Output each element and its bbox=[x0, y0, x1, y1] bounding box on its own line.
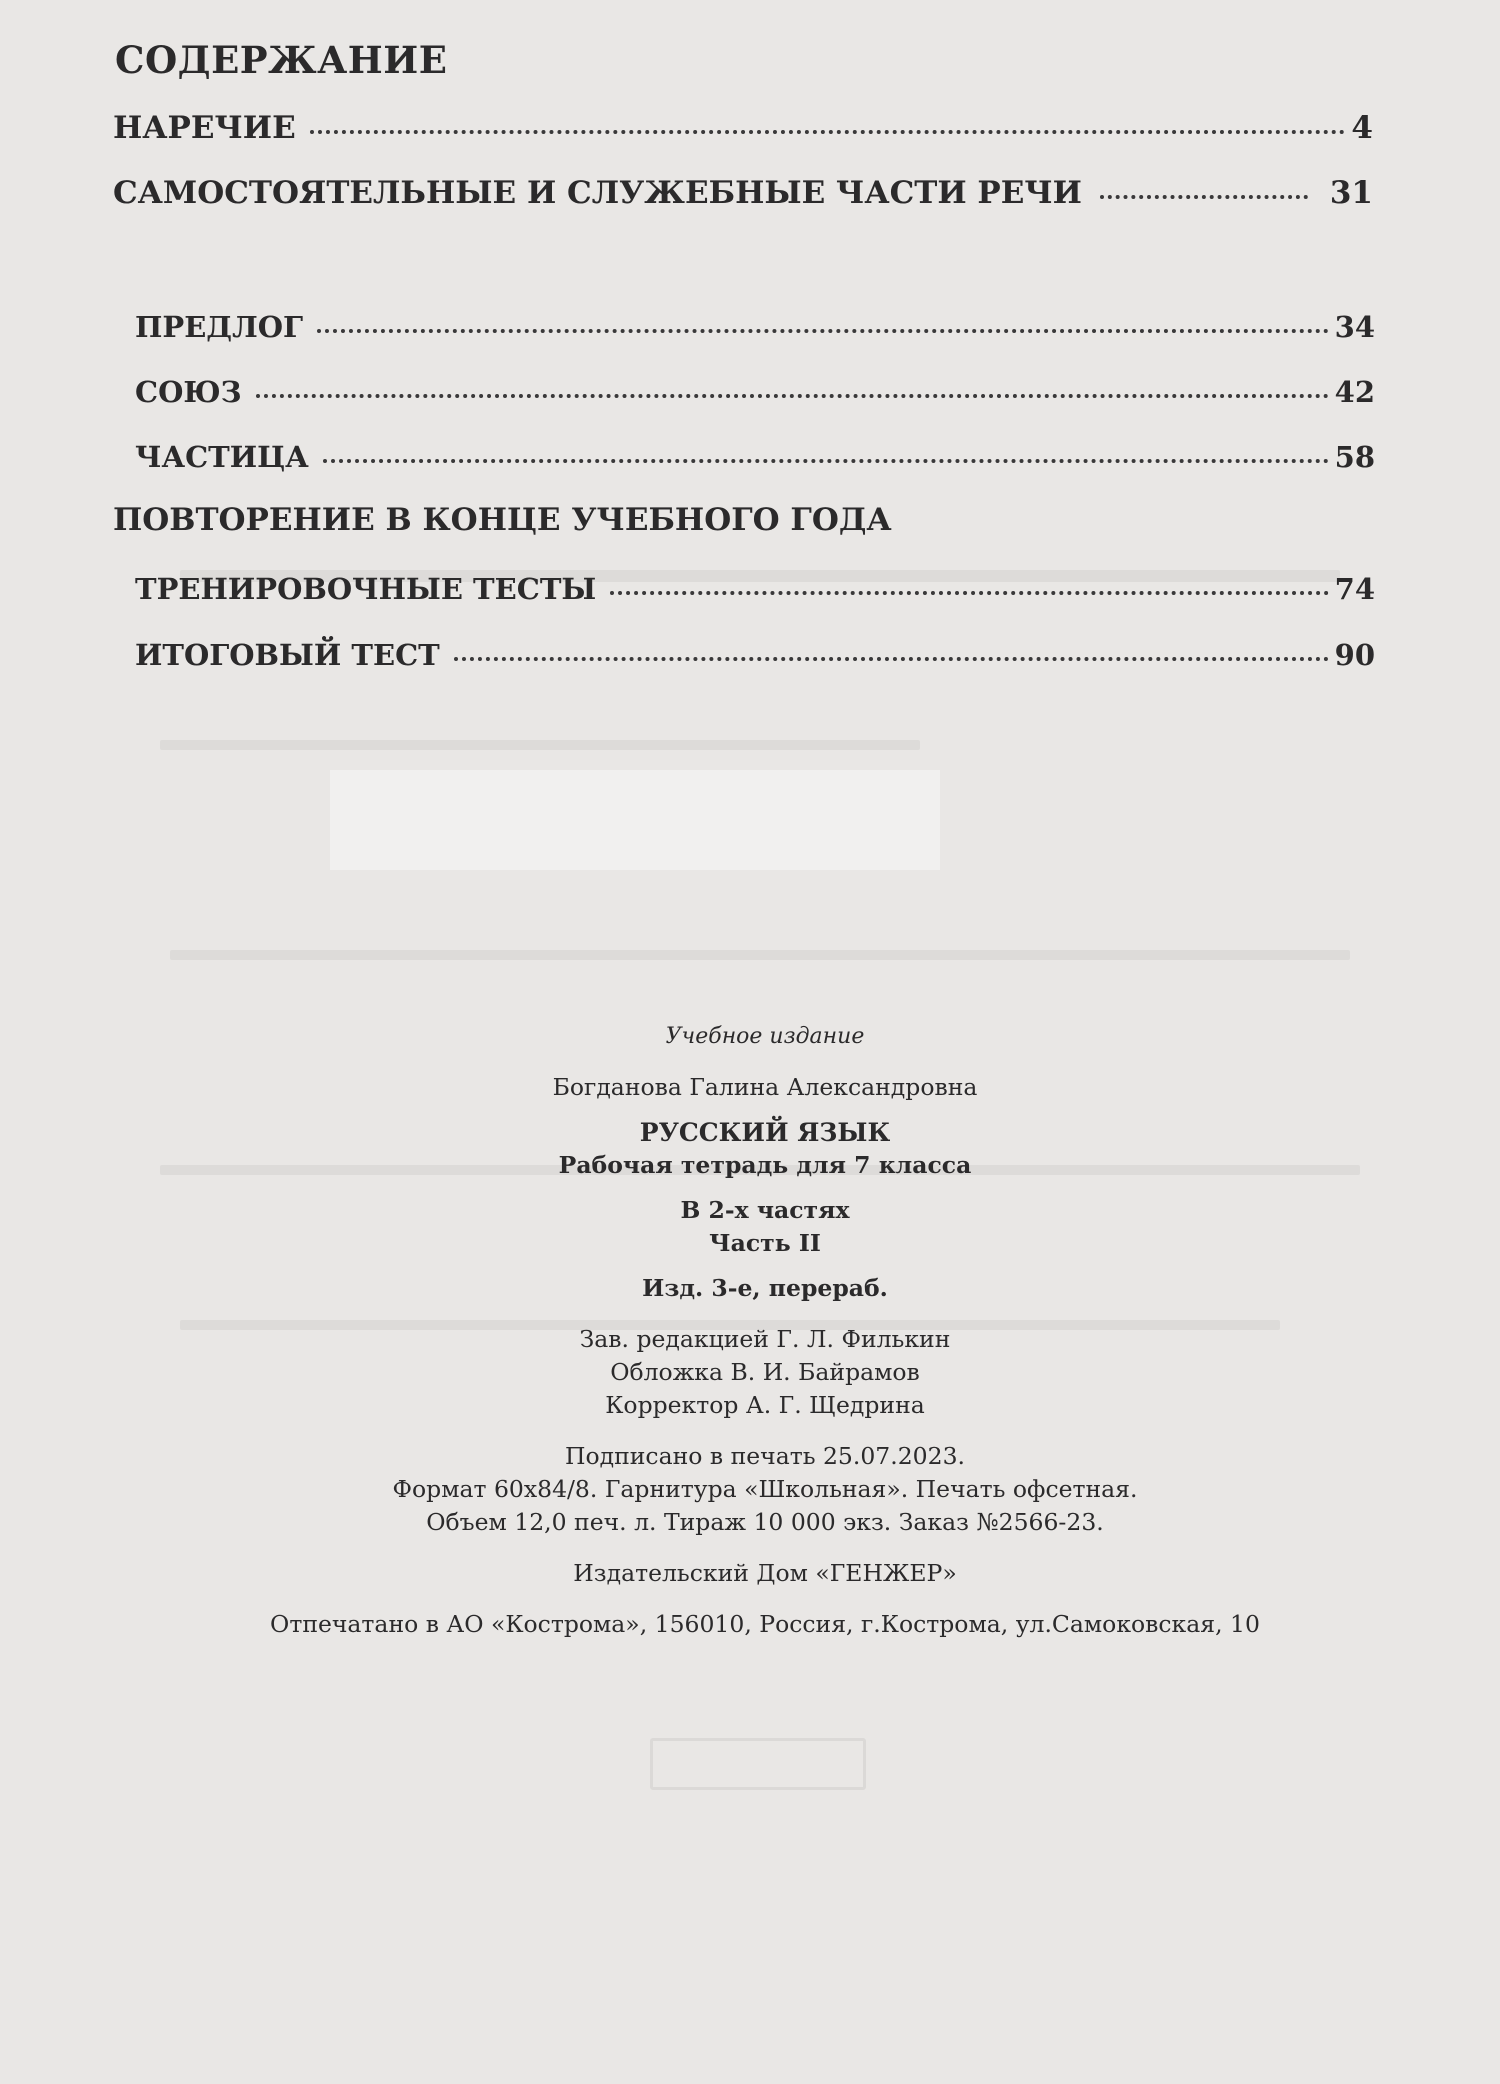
cover-credit: Обложка В. И. Байрамов bbox=[610, 1358, 920, 1386]
show-through-line bbox=[160, 740, 920, 750]
publisher: Издательский Дом «ГЕНЖЕР» bbox=[573, 1559, 957, 1587]
toc-entry bbox=[113, 175, 1373, 211]
toc-entry-label: СОЮЗ bbox=[135, 375, 242, 409]
author: Богданова Галина Александровна bbox=[552, 1073, 978, 1101]
toc-entry bbox=[135, 310, 1375, 344]
toc-leader-dots bbox=[1100, 195, 1308, 199]
toc-entry-page: 42 bbox=[1334, 375, 1375, 409]
imprint-block bbox=[0, 1020, 1500, 1641]
toc-entry-page: 90 bbox=[1334, 638, 1375, 672]
edition-note: Изд. 3-е, перераб. bbox=[642, 1274, 888, 1302]
toc-leader-dots bbox=[323, 459, 1329, 463]
toc-leader-dots bbox=[454, 657, 1329, 661]
show-through-logo bbox=[650, 1738, 866, 1790]
blank-patch bbox=[330, 770, 940, 870]
toc-entry-label: ПРЕДЛОГ bbox=[135, 310, 304, 344]
part-number: Часть II bbox=[709, 1229, 821, 1257]
toc-leader-dots bbox=[317, 329, 1329, 333]
toc-entry-page: 4 bbox=[1351, 110, 1373, 146]
volume-info: Объем 12,0 печ. л. Тираж 10 000 экз. Заказ №2566-23. bbox=[426, 1508, 1104, 1536]
toc-entry-label: НАРЕЧИЕ bbox=[113, 110, 296, 146]
toc-entry-label: ТРЕНИРОВОЧНЫЕ ТЕСТЫ bbox=[135, 572, 597, 606]
toc-entry bbox=[135, 638, 1375, 672]
signed-to-print: Подписано в печать 25.07.2023. bbox=[565, 1442, 965, 1470]
format-info: Формат 60x84/8. Гарнитура «Школьная». Печать офсетная. bbox=[392, 1475, 1138, 1503]
toc-entry-page: 34 bbox=[1334, 310, 1375, 344]
edition-type: Учебное издание bbox=[665, 1024, 865, 1049]
editor-credit: Зав. редакцией Г. Л. Филькин bbox=[579, 1325, 951, 1353]
toc-title: СОДЕРЖАНИЕ bbox=[115, 38, 448, 82]
toc-entry-page: 58 bbox=[1334, 440, 1375, 474]
book-title: РУССКИЙ ЯЗЫК bbox=[639, 1118, 891, 1147]
toc-entry-page: 74 bbox=[1334, 572, 1375, 606]
toc-leader-dots bbox=[310, 130, 1346, 134]
toc-entry bbox=[113, 110, 1373, 146]
toc-section-heading: ПОВТОРЕНИЕ В КОНЦЕ УЧЕБНОГО ГОДА bbox=[113, 502, 892, 538]
toc-entry bbox=[135, 440, 1375, 474]
toc-leader-dots bbox=[256, 394, 1329, 398]
toc-entry-label: САМОСТОЯТЕЛЬНЫЕ И СЛУЖЕБНЫЕ ЧАСТИ РЕЧИ bbox=[113, 175, 1082, 211]
proofreader-credit: Корректор А. Г. Щедрина bbox=[605, 1391, 925, 1419]
parts-note: В 2-х частях bbox=[680, 1196, 850, 1224]
show-through-line bbox=[170, 950, 1350, 960]
toc-entry bbox=[135, 572, 1375, 606]
toc-entry-label: ИТОГОВЫЙ ТЕСТ bbox=[135, 638, 440, 672]
toc-entry-page: 31 bbox=[1329, 175, 1373, 211]
book-subtitle: Рабочая тетрадь для 7 класса bbox=[558, 1151, 972, 1179]
printer-info: Отпечатано в АО «Кострома», 156010, Россия, г.Кострома, ул.Самоковская, 10 bbox=[270, 1610, 1260, 1638]
toc-entry-label: ЧАСТИЦА bbox=[135, 440, 309, 474]
toc-entry bbox=[135, 375, 1375, 409]
toc-leader-dots bbox=[610, 591, 1328, 595]
